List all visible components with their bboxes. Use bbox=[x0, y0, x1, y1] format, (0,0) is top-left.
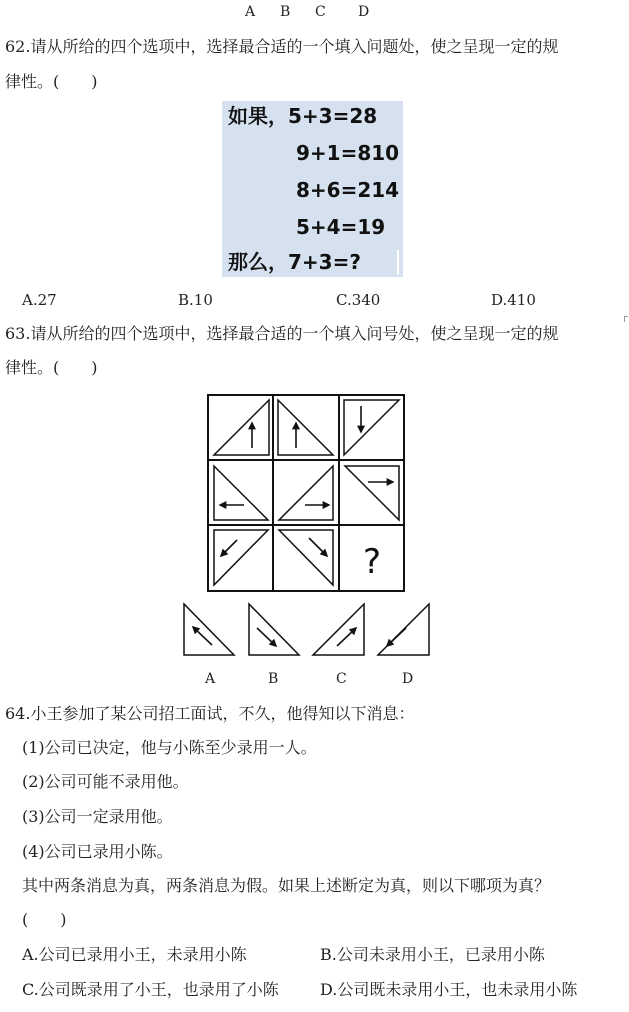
q62-option-c[interactable]: C.340 bbox=[336, 291, 381, 309]
q63-option-label-b: B bbox=[268, 671, 279, 687]
q63-option-label-d: D bbox=[402, 671, 414, 687]
q63-option-c-figure[interactable] bbox=[313, 604, 364, 655]
q62-equation-5: 那么，7+3=? bbox=[228, 250, 361, 274]
q64-prompt: 其中两条消息为真，两条消息为假。如果上述断定为真，则以下哪项为真？ bbox=[22, 876, 551, 895]
q64-stem: 64.小王参加了某公司招工面试，不久，他得知以下消息： bbox=[5, 704, 415, 723]
q64-answer-paren: ( ) bbox=[22, 910, 67, 929]
q64-option-d[interactable]: D.公司既未录用小王，也未录用小陈 bbox=[320, 980, 578, 999]
q63-option-a-figure[interactable] bbox=[184, 604, 234, 655]
q63-option-label-a: A bbox=[205, 671, 216, 687]
q62-option-a[interactable]: A.27 bbox=[22, 291, 57, 309]
top-label-c: C bbox=[315, 4, 326, 20]
arrow-down-right-icon bbox=[309, 538, 327, 556]
q63-cell-r1c2 bbox=[278, 400, 333, 455]
arrow-down-right-icon bbox=[257, 628, 276, 646]
q63-stem-line2: 律性。( ) bbox=[5, 358, 98, 377]
q62-equation-3: 8+6=214 bbox=[296, 178, 400, 202]
q63-option-b-figure[interactable] bbox=[249, 604, 299, 655]
q63-cell-r2c2 bbox=[279, 466, 333, 520]
q62-option-b[interactable]: B.10 bbox=[178, 291, 213, 309]
q62-equation-2: 9+1=810 bbox=[296, 141, 400, 165]
q63-cell-r2c1 bbox=[214, 466, 268, 520]
q63-cell-r2c3 bbox=[345, 466, 399, 520]
top-label-b: B bbox=[280, 4, 291, 20]
q64-option-b[interactable]: B.公司未录用小王，已录用小陈 bbox=[320, 945, 545, 964]
q63-cell-r3c1 bbox=[214, 530, 268, 585]
top-label-a: A bbox=[245, 4, 256, 20]
q63-cell-r1c3 bbox=[344, 400, 399, 455]
top-label-d: D bbox=[358, 4, 370, 20]
q64-option-a[interactable]: A.公司已录用小王，未录用小陈 bbox=[22, 945, 247, 964]
q62-stem-line2: 律性。( ) bbox=[5, 72, 98, 91]
q63-option-d-figure[interactable] bbox=[378, 604, 429, 655]
arrow-up-right-icon bbox=[337, 628, 356, 646]
q63-cell-r1c1 bbox=[214, 400, 269, 455]
q62-equation-4: 5+4=19 bbox=[296, 215, 386, 239]
arrow-down-left-icon bbox=[221, 540, 237, 556]
q62-stem-line1: 62.请从所给的四个选项中，选择最合适的一个填入问题处，使之呈现一定的规 bbox=[5, 37, 559, 56]
q62-option-d[interactable]: D.410 bbox=[491, 291, 536, 309]
q63-cell-r3c2 bbox=[279, 530, 333, 585]
q64-statement-4: (4)公司已录用小陈。 bbox=[22, 842, 173, 861]
q64-statement-2: (2)公司可能不录用他。 bbox=[22, 772, 189, 791]
q64-statement-3: (3)公司一定录用他。 bbox=[22, 807, 173, 826]
q64-option-c[interactable]: C.公司既录用了小王，也录用了小陈 bbox=[22, 980, 279, 999]
q63-question-mark: ? bbox=[362, 542, 382, 582]
q64-statement-1: (1)公司已决定，他与小陈至少录用一人。 bbox=[22, 738, 317, 757]
q63-stem-line1: 63.请从所给的四个选项中，选择最合适的一个填入问号处，使之呈现一定的规 bbox=[5, 324, 559, 343]
q62-equation-1: 如果，5+3=28 bbox=[228, 104, 378, 128]
arrow-down-left-icon bbox=[387, 628, 406, 646]
q63-option-label-c: C bbox=[336, 671, 347, 687]
